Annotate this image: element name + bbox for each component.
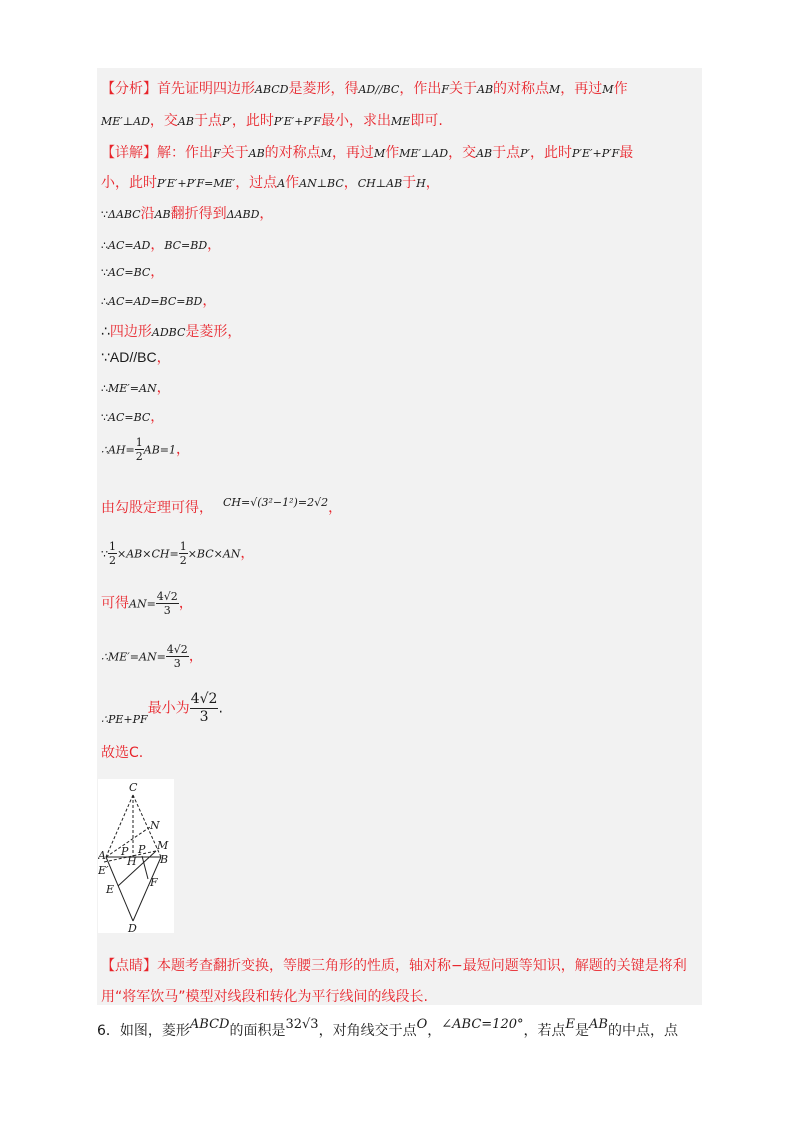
question-6: 6．如图，菱形ABCD的面积是32√3，对角线交于点O，∠ABC=120°，若点E是AB的中点，点 [97,1017,678,1039]
step-13: ∴ME′=AN= $\frac{4√2}{3}$ ， [101,643,203,670]
label-M: M [157,839,169,852]
label-F: F [150,876,158,889]
label-P-prime: P [121,845,129,858]
analysis-line-1: 【分析】首先证明四边形ABCD是菱形，得AD//BC，作出F关于AB的对称点M，再过M作 [101,81,628,97]
step-14: $_{\therefore PE+PF}$最小为 $\frac{4√2}{3}$ . [101,691,223,726]
step-5: ∴四边形ADBC是菱形， [101,324,242,340]
detail-tag: 【详解】 [101,145,157,161]
step-7: ∴ME′=AN， [101,380,171,396]
label-P: P [138,843,146,856]
rhombus-diagram [98,779,174,933]
comment-line-2: 用“将军饮马”模型对线段和转化为平行线间的线段长. [101,989,428,1005]
segment-BD [133,857,161,921]
label-E: E [106,883,115,896]
step-12: 可得AN= $\frac{4√2}{3}$ ， [101,590,193,617]
step-9: ∴AH= $\frac{1}{2}$ AB=1， [101,436,191,463]
step-1: ∵ΔABC沿AB翻折得到ΔABD， [101,206,274,222]
step-6: ∵AD//BC， [101,349,171,366]
step-2: ∴AC=AD，BC=BD， [101,237,222,253]
label-D: D [128,922,137,933]
step-8: ∵AC=BC， [101,409,165,425]
step-3: ∵AC=BC， [101,264,165,280]
step-10: 由勾股定理可得， $^{CH=√(3^2-1^2)=2√2}$， [101,496,343,516]
analysis-line-2: ME′⊥AD，交AB于点P′，此时P′E′+P′F最小，求出ME即可. [101,113,443,129]
geometry-figure [98,779,174,933]
label-B: B [160,853,169,866]
label-H: H [127,855,137,868]
step-15: 故选C. [101,745,144,761]
detail-line-1: 【详解】解：作出F关于AB的对称点M，再过M作ME′⊥AD，交AB于点P′，此时P′E′+P′F最 [101,145,634,161]
label-N: N [150,819,160,832]
analysis-tag: 【分析】 [101,81,157,97]
detail-line-2: 小，此时P′E′+P′F=ME′，过点A作AN⊥BC，CH⊥AB于H， [101,175,440,191]
label-E-prime: E′ [98,864,109,877]
comment-tag: 【点睛】 [101,958,157,974]
step-4: ∴AC=AD=BC=BD， [101,293,217,309]
label-A: A [98,849,106,862]
step-11: ∵ $\frac{1}{2}$ ×AB×CH= $\frac{1}{2}$ ×BC×AN， [101,540,255,567]
comment-line-1: 【点睛】本题考查翻折变换，等腰三角形的性质，轴对称−最短问题等知识，解题的关键是将利 [101,958,687,974]
label-C: C [129,781,138,794]
